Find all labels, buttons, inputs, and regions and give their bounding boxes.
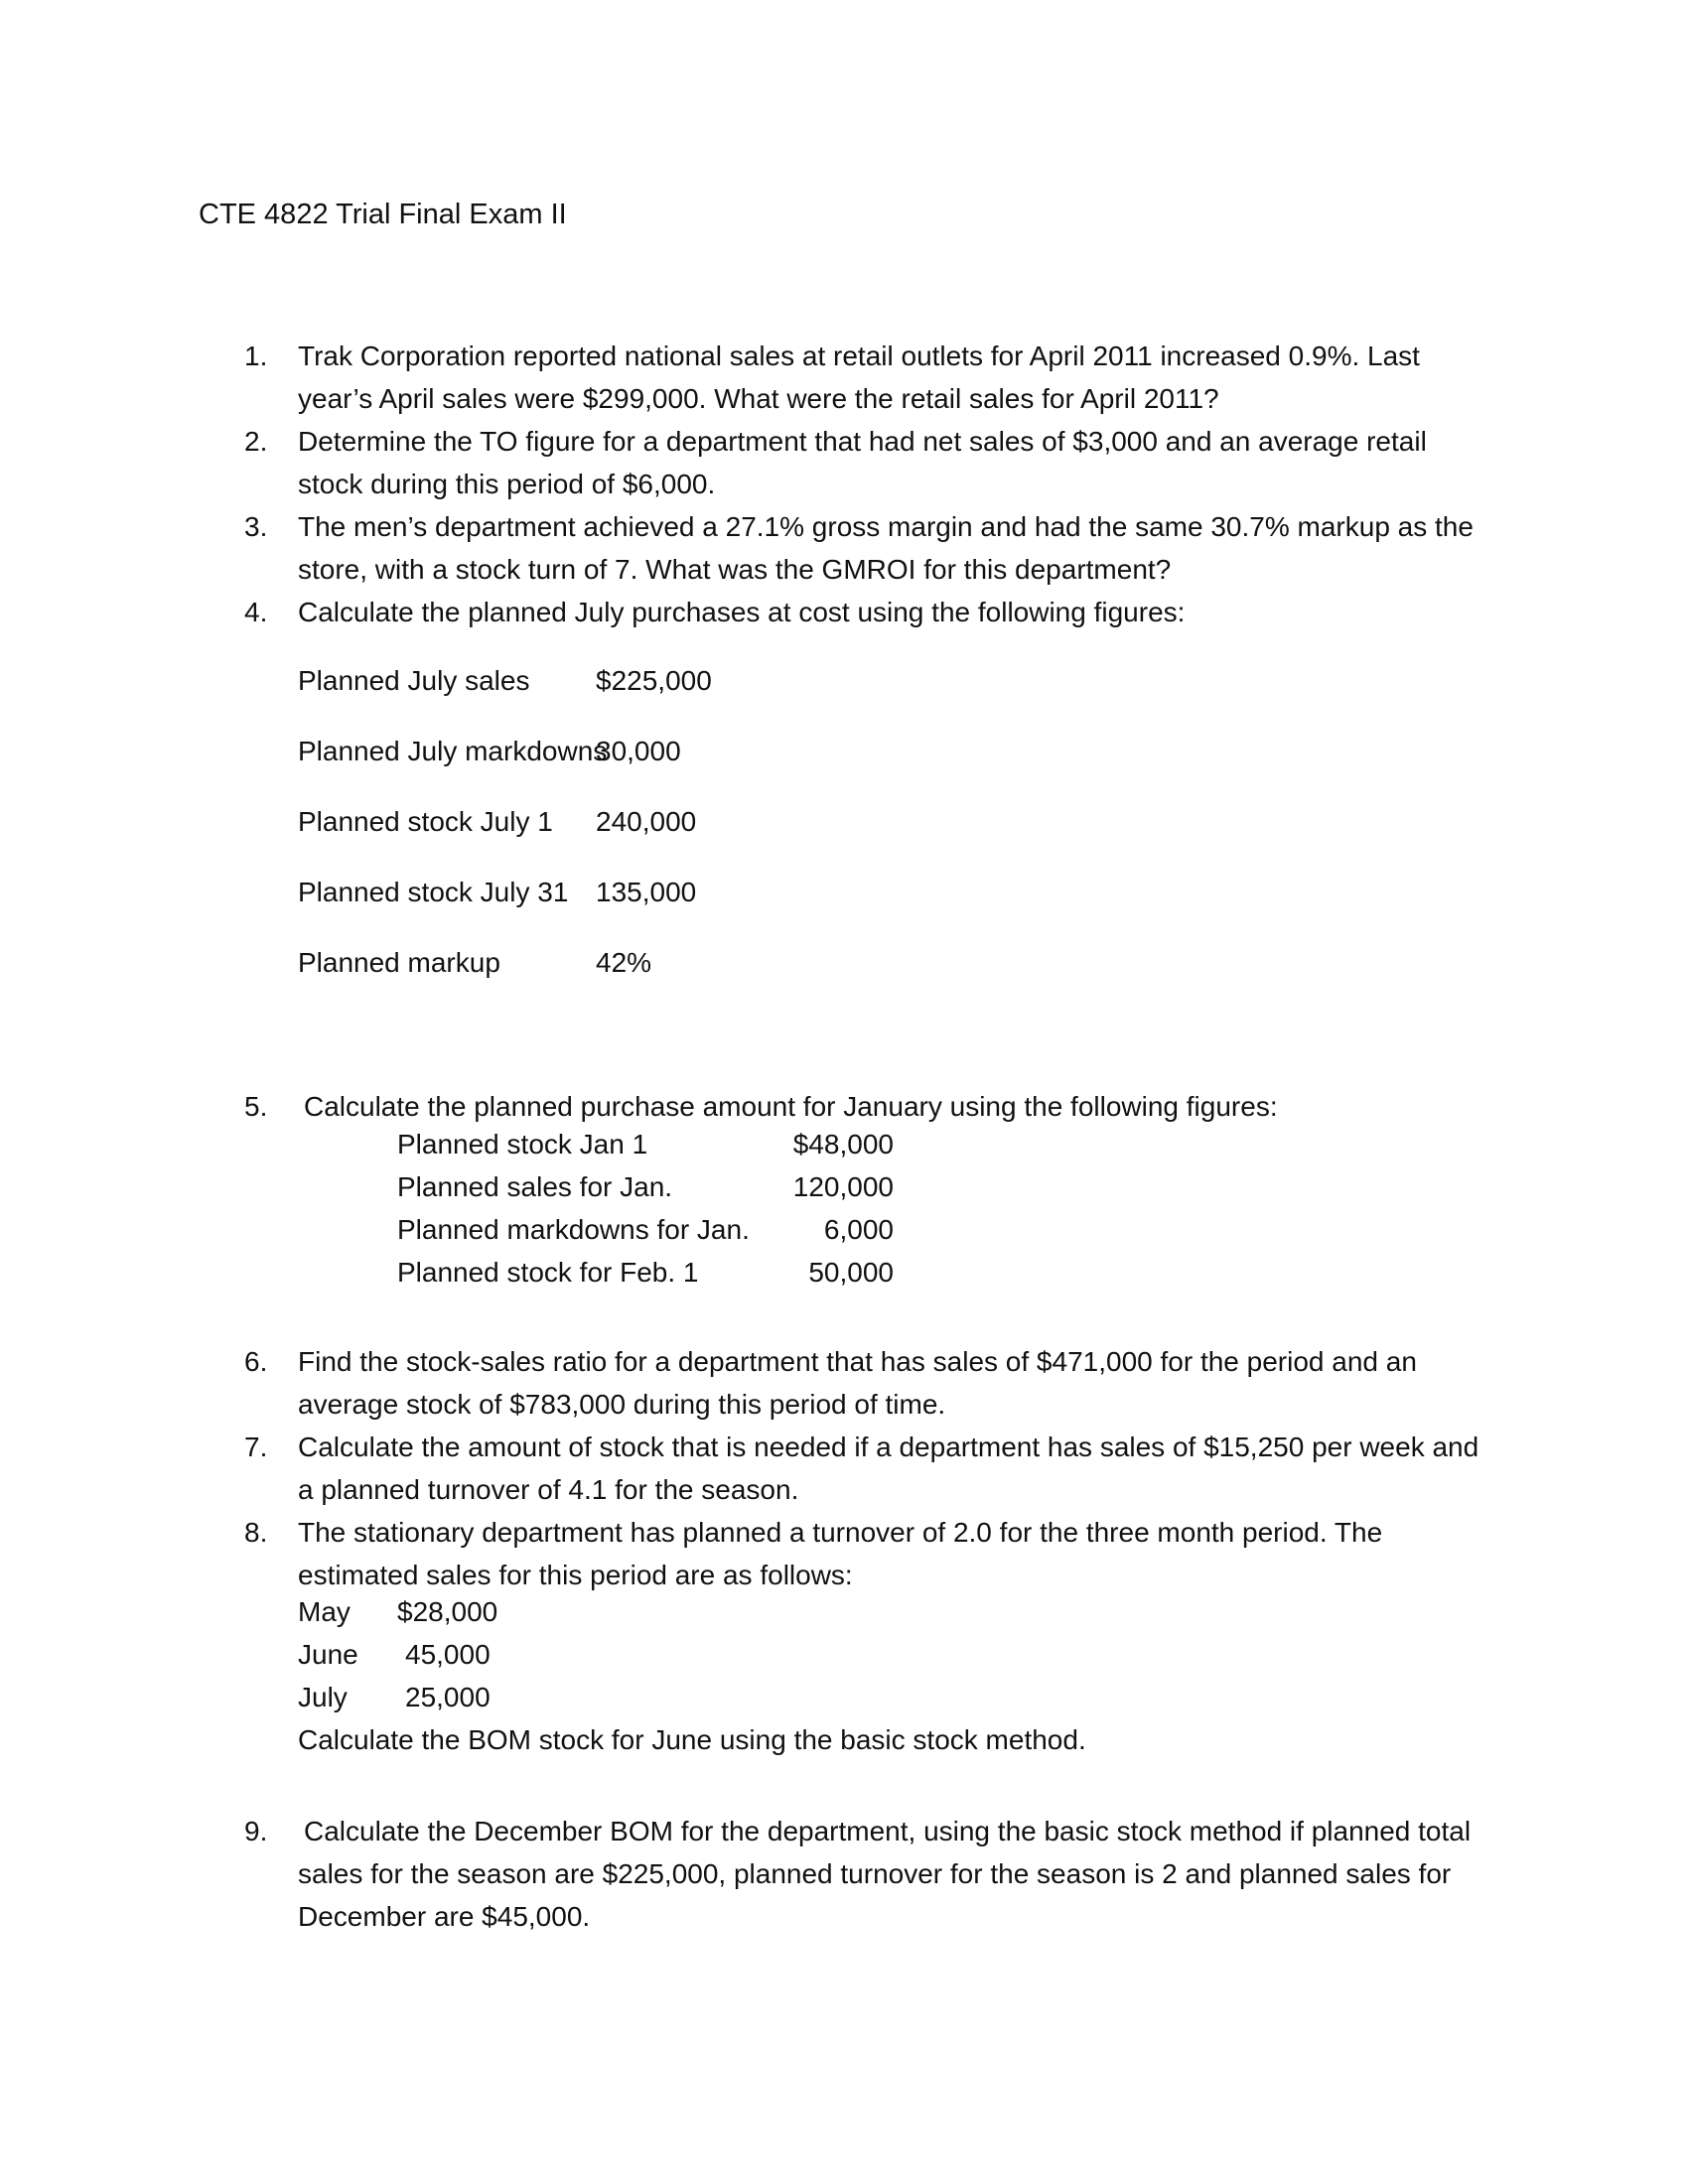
figure-value: 120,000 [792, 1171, 894, 1202]
question-text: sales for the season are $225,000, planned turnover for the season is 2 and planned sales for [298, 1858, 1452, 1889]
figure-label: Planned stock July 31 [298, 877, 569, 907]
question-3 [244, 505, 1495, 591]
month-label: May [298, 1596, 351, 1627]
month-label: July [298, 1682, 348, 1712]
question-number: 4. [244, 597, 268, 627]
figure-value: $225,000 [596, 665, 712, 696]
question-text: The men’s department achieved a 27.1% gross margin and had the same 30.7% markup as the [298, 511, 1474, 542]
sales-value: 25,000 [405, 1682, 491, 1712]
figure-label: Planned markdowns for Jan. [397, 1214, 750, 1245]
question-number: 3. [244, 511, 268, 542]
page-title: CTE 4822 Trial Final Exam II [199, 199, 567, 230]
question-text: The stationary department has planned a turnover of 2.0 for the three month period. The [298, 1517, 1383, 1548]
figure-value: 30,000 [596, 736, 681, 766]
question-7 [244, 1426, 1495, 1511]
question-number: 8. [244, 1517, 268, 1548]
question-text: a planned turnover of 4.1 for the season. [298, 1474, 799, 1505]
question-8 [244, 1511, 1495, 1596]
question-text: Calculate the planned purchase amount for January using the following figures: [304, 1091, 1278, 1122]
question-text: Calculate the amount of stock that is needed if a department has sales of $15,250 per week and [298, 1432, 1479, 1462]
question-text: Calculate the BOM stock for June using the basic stock method. [298, 1724, 1086, 1755]
sales-value: $28,000 [397, 1596, 498, 1627]
question-text: store, with a stock turn of 7. What was the GMROI for this department? [298, 554, 1172, 585]
question-1 [244, 335, 1495, 420]
figure-label: Planned July sales [298, 665, 530, 696]
question-text: Calculate the December BOM for the department, using the basic stock method if planned total [304, 1816, 1472, 1846]
question-6 [244, 1340, 1495, 1426]
question-text: year’s April sales were $299,000. What were the retail sales for April 2011? [298, 383, 1219, 414]
question-2 [244, 420, 1495, 505]
question-text: Find the stock-sales ratio for a department that has sales of $471,000 for the period and an [298, 1346, 1417, 1377]
month-label: June [298, 1639, 358, 1670]
figure-value: $48,000 [792, 1129, 894, 1160]
question-number: 9. [244, 1816, 268, 1846]
figure-label: Planned stock for Feb. 1 [397, 1257, 699, 1288]
question-text: Trak Corporation reported national sales at retail outlets for April 2011 increased 0.9%. Last [298, 341, 1420, 371]
question-4 [244, 591, 1495, 633]
question-text: stock during this period of $6,000. [298, 469, 716, 499]
question-text: Determine the TO figure for a department that had net sales of $3,000 and an average retail [298, 426, 1427, 457]
sales-value: 45,000 [405, 1639, 491, 1670]
figure-value: 240,000 [596, 806, 697, 837]
figure-label: Planned sales for Jan. [397, 1171, 673, 1202]
figure-label: Planned stock July 1 [298, 806, 553, 837]
question-number: 6. [244, 1346, 268, 1377]
question-number: 1. [244, 341, 268, 371]
figure-label: Planned markup [298, 947, 500, 978]
question-9 [244, 1810, 1495, 1938]
question-text: December are $45,000. [298, 1901, 591, 1932]
question-5 [244, 1085, 1495, 1128]
question-number: 7. [244, 1432, 268, 1462]
question-text: estimated sales for this period are as follows: [298, 1560, 853, 1590]
figure-value: 42% [596, 947, 652, 978]
figure-value: 50,000 [808, 1257, 894, 1288]
question-text: average stock of $783,000 during this period of time. [298, 1389, 946, 1420]
figure-label: Planned stock Jan 1 [397, 1129, 648, 1160]
question-number: 5. [244, 1091, 268, 1122]
figure-label: Planned July markdowns [298, 736, 608, 766]
figure-value: 6,000 [823, 1214, 894, 1245]
question-text: Calculate the planned July purchases at cost using the following figures: [298, 597, 1186, 627]
question-number: 2. [244, 426, 268, 457]
figure-value: 135,000 [596, 877, 697, 907]
